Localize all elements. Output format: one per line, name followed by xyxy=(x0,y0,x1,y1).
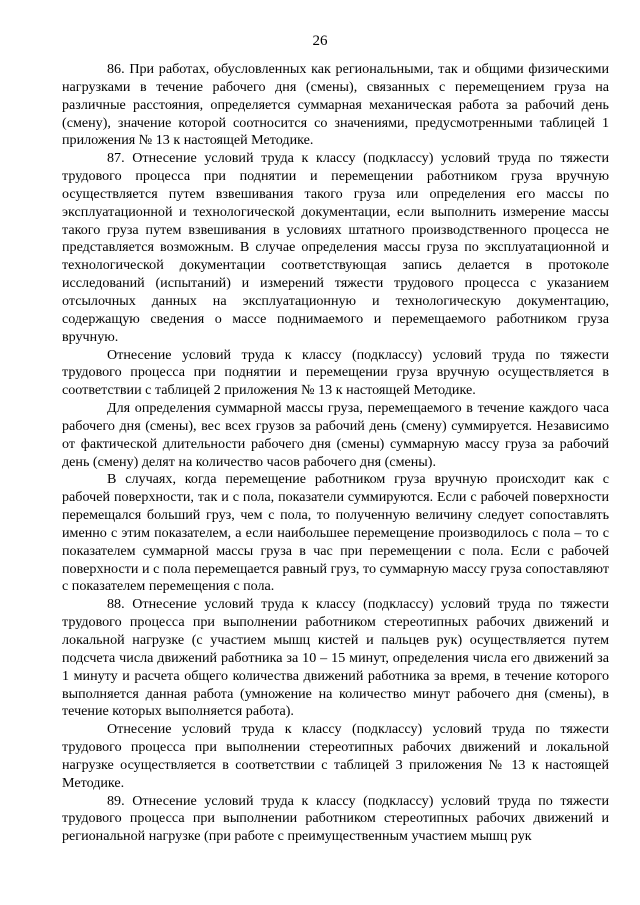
page-number: 26 xyxy=(312,33,328,49)
paragraph-87-table-2: Отнесение условий труда к классу (подклассу) условий труда по тяжести трудового процесса при поднятии и перемещении груза вручную осуществляется в соответствии с таблицей 2 приложения № 13 к настоящей Методике. xyxy=(62,346,609,399)
paragraph-87: 87. Отнесение условий труда к классу (подклассу) условий труда по тяжести трудового процесса при поднятии и перемещении работником груза вручную осуществляется путем взвешивания такого груза или определения его массы по эксплуатационной и технологической документации, если выполнить измерение массы такого груза путем взвешивания в условиях штатного производственного процесса не представляется возможным. В случае определения массы груза по эксплуатационной и технологической документации соответствующая запись делается в протоколе исследований (испытаний) и измерений тяжести трудового процесса с указанием отсылочных данных на эксплуатационную и технологическую документацию, содержащую сведения о массе поднимаемого и перемещаемого работником груза вручную. xyxy=(62,150,609,345)
body-text xyxy=(62,61,609,846)
paragraph-87-surface-floor: В случаях, когда перемещение работником груза вручную происходит как с рабочей поверхности, так и с пола, показатели суммируются. Если с рабочей поверхности перемещался больший груз, чем с пола, то полученную величину следует сопоставлять именно с этим показателем, а если наибольшее перемещение производилось с пола – то с показателем суммарной массы груза в час при перемещении с пола. Если с рабочей поверхности и с пола перемещается равный груз, то суммарную массу груза сопоставляют с показателем перемещения с пола. xyxy=(62,471,609,595)
paragraph-87-total-mass: Для определения суммарной массы груза, перемещаемого в течение каждого часа рабочего дня (смены), вес всех грузов за рабочий день (смену) суммируется. Независимо от фактической длительности рабочего дня (смены) суммарную массу груза за рабочий день (смену) делят на количество часов рабочего дня (смены). xyxy=(62,400,609,470)
paragraph-89: 89. Отнесение условий труда к классу (подклассу) условий труда по тяжести трудового процесса при выполнении работником стереотипных рабочих движений и региональной нагрузке (при работе с преимущественным участием мышц рук xyxy=(62,792,609,845)
paragraph-88-table-3: Отнесение условий труда к классу (подклассу) условий труда по тяжести трудового процесса при выполнении стереотипных рабочих движений и локальной нагрузке осуществляется в соответствии с таблицей 3 приложения № 13 к настоящей Методике. xyxy=(62,721,609,791)
paragraph-86: 86. При работах, обусловленных как региональными, так и общими физическими нагрузками в течение рабочего дня (смены), связанных с перемещением груза на различные расстояния, определяется суммарная механическая работа за рабочий день (смену), значение которой соотносится со значениями, предусмотренными таблицей 1 приложения № 13 к настоящей Методике. xyxy=(62,61,609,149)
paragraph-88: 88. Отнесение условий труда к классу (подклассу) условий труда по тяжести трудового процесса при выполнении работником стереотипных рабочих движений и локальной нагрузке (с участием мышц кистей и пальцев рук) осуществляется путем подсчета числа движений работника за 10 – 15 минут, определения числа его движений за 1 минуту и расчета общего количества движений работника за время, в течение которого выполняется данная работа (умножение на количество минут рабочего дня (смены), в течение которых выполняется работа). xyxy=(62,596,609,720)
